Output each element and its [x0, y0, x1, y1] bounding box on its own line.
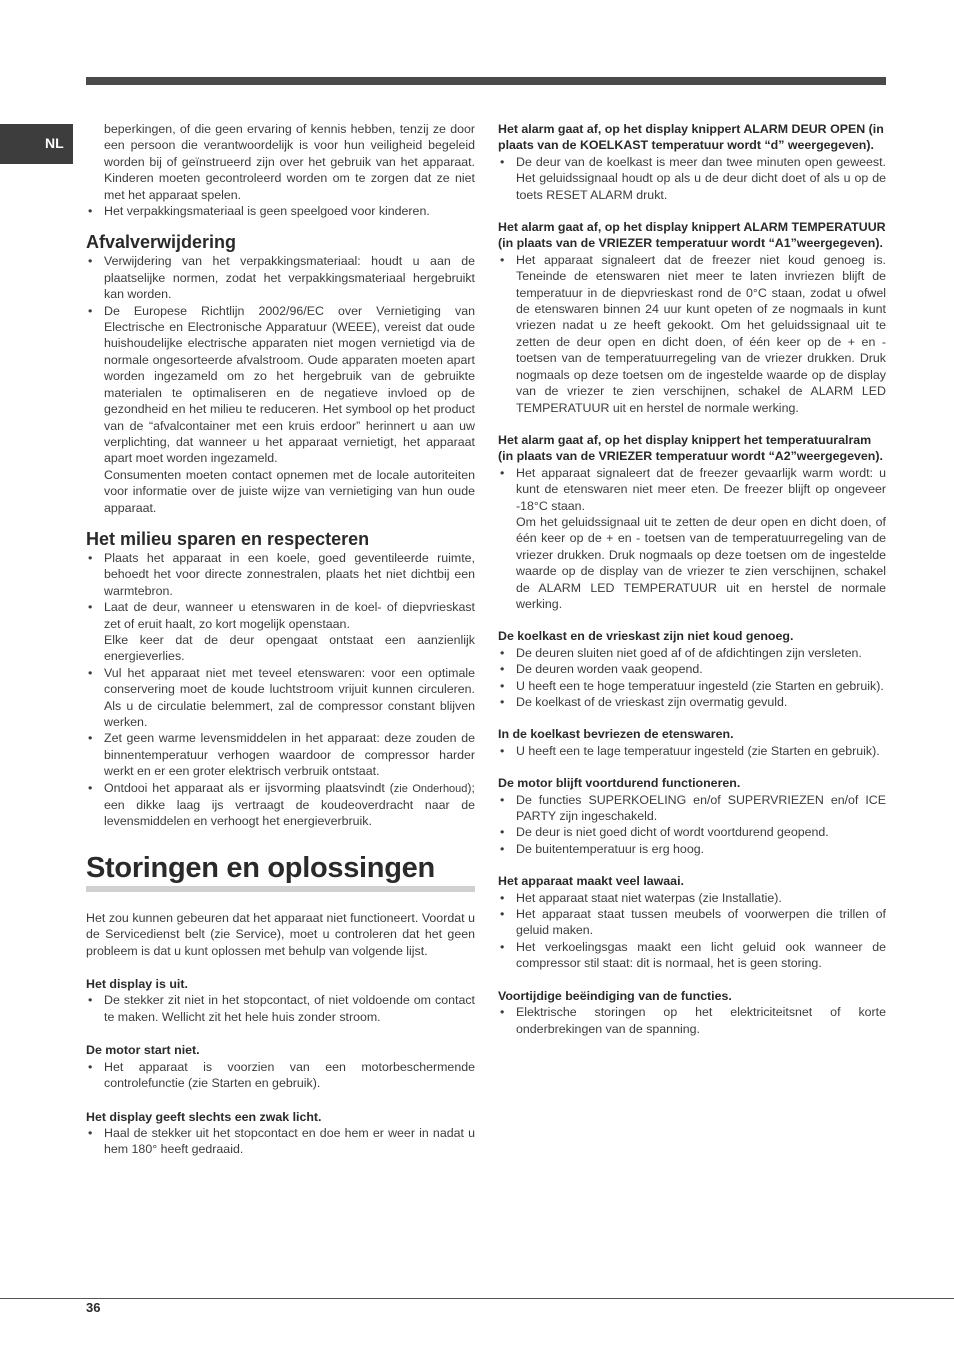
list-item: • De deuren worden vaak geopend.: [498, 661, 886, 677]
list-item: • Laat de deur, wanneer u etenswaren in de koel- of diepvrieskast zet of eruit haalt, zo kort mogelijk openstaan.: [86, 599, 475, 632]
storingen-intro: Het zou kunnen gebeuren dat het apparaat niet functioneert. Voordat u de Servicedienst belt (zie Service), moet u controleren dat het geen probleem is dat u kunt oplossen met behulp van volgende lijst.: [86, 910, 475, 958]
list-item: • Haal de stekker uit het stopcontact en doe hem er weer in nadat u hem 180° heeft gedraaid.: [86, 1125, 475, 1158]
list-item: • Elektrische storingen op het elektriciteitsnet of korte onderbrekingen van de spanning.: [498, 1004, 886, 1037]
problem-list: [86, 1125, 475, 1158]
problem-heading: Het display is uit.: [86, 977, 188, 992]
problem-list: [498, 465, 886, 514]
list-item: • Het apparaat staat tussen meubels of voorwerpen die trillen of geluid maken.: [498, 906, 886, 939]
afval-continuation: Consumenten moeten contact opnemen met de locale autoriteiten voor informatie over de juiste wijze van vernietiging van hun oude apparaat.: [104, 467, 475, 515]
section-heading-milieu: Het milieu sparen en respecteren: [86, 528, 370, 549]
list-item: • Vul het apparaat niet met teveel etenswaren: voor een optimale conservering moet de koude luchtstroom vrijuit kunnen circuleren. Als u de circulatie belemmert, zal de compressor constant blijven werken.: [86, 665, 475, 731]
list-item: • U heeft een te hoge temperatuur ingesteld (zie Starten en gebruik).: [498, 678, 886, 694]
page-number: 36: [86, 1300, 101, 1315]
section-heading-afval: Afvalverwijdering: [86, 232, 237, 253]
list-item: • De buitentemperatuur is erg hoog.: [498, 841, 886, 857]
left-column: [86, 121, 475, 1158]
problem-list: [498, 890, 886, 972]
problem-heading: Voortijdige beëindiging van de functies.: [498, 988, 732, 1003]
list-item: • U heeft een te lage temperatuur ingesteld (zie Starten en gebruik).: [498, 743, 886, 759]
problem-heading: Het alarm gaat af, op het display knippert ALARM TEMPERATUUR (in plaats van de VRIEZER temperatuur wordt “A1”weergegeven).: [498, 220, 886, 251]
list-item: [86, 780, 475, 830]
list-item: • De stekker zit niet in het stopcontact, of niet voldoende om contact te maken. Wellicht zit het hele huis zonder stroom.: [86, 992, 475, 1025]
list-item: • De deur van de koelkast is meer dan twee minuten open geweest. Het geluidssignaal houdt op als u de deur dicht doet of als u op de toets RESET ALARM drukt.: [498, 154, 886, 203]
cross-reference: zie Onderhoud: [393, 782, 468, 795]
list-item: • De deur is niet goed dicht of wordt voortdurend geopend.: [498, 824, 886, 840]
problem-list: [498, 645, 886, 711]
problem-list: [498, 252, 886, 416]
problem-list: [498, 154, 886, 203]
text-span: Ontdooi het apparaat als er ijsvorming plaatsvindt (: [104, 780, 394, 795]
list-item: • Zet geen warme levensmiddelen in het apparaat: deze zouden de binnentemperatuur verhogen waardoor de compressor harder werkt en er een groter elektrisch verbruik ontstaat.: [86, 730, 475, 779]
problem-list: [86, 1059, 475, 1092]
problem-continuation: Om het geluidssignaal uit te zetten de deur open en dicht doen, of één keer op de + en - toetsen van de temperatuurregeling van de vriezer drukken. Druk nogmaals op deze toetsen om de ingestelde waarde op de display van de vriezer te zien verschijnen, schakel de ALARM LED TEMPERATUUR uit en herstel de normale werking.: [516, 514, 886, 611]
list-item: • De functies SUPERKOELING en/of SUPERVRIEZEN en/of ICE PARTY zijn ingeschakeld.: [498, 792, 886, 825]
page-title: Storingen en oplossingen: [86, 850, 475, 892]
problem-heading: De motor start niet.: [86, 1043, 200, 1058]
milieu-list-2: [86, 665, 475, 830]
list-item: • Het apparaat signaleert dat de freezer gevaarlijk warm wordt: u kunt de etenswaren niet meer eten. De freezer blijft op ongeveer -18°C staan.: [498, 465, 886, 514]
list-item: • Het apparaat staat niet waterpas (zie Installatie).: [498, 890, 886, 906]
list-item: • De koelkast of de vrieskast zijn overmatig gevuld.: [498, 694, 886, 710]
milieu-list: [86, 550, 475, 632]
list-item: • Het verkoelingsgas maakt een licht geluid ook wanneer de compressor stil staat: dit is normaal, het is geen storing.: [498, 939, 886, 972]
problem-heading: Het alarm gaat af, op het display knippert ALARM DEUR OPEN (in plaats van de KOELKAST temperatuur wordt “d” weergegeven).: [498, 122, 884, 153]
list-item: • Het verpakkingsmateriaal is geen speelgoed voor kinderen.: [86, 203, 475, 219]
afval-list: [86, 253, 475, 466]
list-item: • Het apparaat signaleert dat de freezer niet koud genoeg is. Teneinde de etenswaren niet meer te laten invriezen blijft de temperatuur in de diepvrieskast rond de 0°C staan, zodat u ofwel de etenswaren binnen 24 uur kunt opeten of ze nogmaals in kunt vriezen nadat u ze heeft gekookt. Om het geluidssignaal uit te zetten de deur open en dicht doen, of één keer op de + en - toetsen van de temperatuurregeling van de vriezer drukken. Druk nogmaals op deze toetsen om de ingestelde waarde op de display van de vriezer te zien verschijnen, schakel de ALARM LED TEMPERATUUR uit en herstel de normale werking.: [498, 252, 886, 416]
milieu-continuation: Elke keer dat de deur opengaat ontstaat een aanzienlijk energieverlies.: [104, 632, 475, 664]
problem-list: [498, 743, 886, 759]
problem-heading: De koelkast en de vrieskast zijn niet koud genoeg.: [498, 629, 794, 644]
problem-heading: Het alarm gaat af, op het display knippert het temperatuuralram (in plaats van de VRIEZER temperatuur wordt “A2”weergegeven).: [498, 432, 883, 464]
problem-list: [498, 1004, 886, 1037]
main-title-wrap: [86, 850, 475, 892]
problem-list: [498, 792, 886, 858]
problem-heading: Het apparaat maakt veel lawaai.: [498, 874, 684, 889]
list-item: • Het apparaat is voorzien van een motorbeschermende controlefunctie (zie Starten en gebruik).: [86, 1059, 475, 1092]
top-rule: [86, 77, 886, 85]
intro-paragraph: beperkingen, of die geen ervaring of kennis hebben, tenzij ze door een persoon die verantwoordelijk is voor hun veiligheid begeleid worden bij of geïnstrueerd zijn over het gebruik van het apparaat. Kinderen moeten gecontroleerd worden om te zorgen dat ze niet met het apparaat spelen.: [104, 122, 475, 202]
list-item: • De Europese Richtlijn 2002/96/EC over Vernietiging van Electrische en Electronische Apparatuur (WEEE), vereist dat oude huishoudelijke electrische apparaten niet mogen vernietigd via de normale ongesorteerde afvalstroom. Oude apparaten moeten apart worden ingezameld om zo het hergebruik van de gebruikte materialen te optimaliseren en de negatieve invloed op de gezondheid en het milieu te reduceren. Het symbool op het product van de “afvalcontainer met een kruis erdoor” herinnert u aan uw verplichting, dat wanneer u het apparaat vernietigt, het apparaat apart moet worden ingezameld.: [86, 303, 475, 467]
bottom-rule: [0, 1298, 954, 1299]
list-item: • Plaats het apparaat in een koele, goed geventileerde ruimte, behoedt het voor directe zonnestralen, plaats het niet dichtbij een warmtebron.: [86, 550, 475, 599]
list-item: • De deuren sluiten niet goed af of de afdichtingen zijn versleten.: [498, 645, 886, 661]
problem-heading: De motor blijft voortdurend functioneren.: [498, 776, 741, 791]
problem-list: [86, 992, 475, 1025]
right-column: [498, 121, 886, 1037]
list-item: • Verwijdering van het verpakkingsmateriaal: houdt u aan de plaatselijke normen, zodat het verpakkingsmateriaal hergebruikt kan worden.: [86, 253, 475, 302]
problem-heading: Het display geeft slechts een zwak licht.: [86, 1109, 322, 1124]
intro-list: [86, 203, 475, 219]
language-tab: NL: [0, 124, 73, 164]
problem-heading: In de koelkast bevriezen de etenswaren.: [498, 727, 734, 742]
text-span: ); een dikke laag ijs vertraagt de koudeoverdracht naar de levensmiddelen en verhoogt het energieverbruik.: [104, 780, 475, 829]
